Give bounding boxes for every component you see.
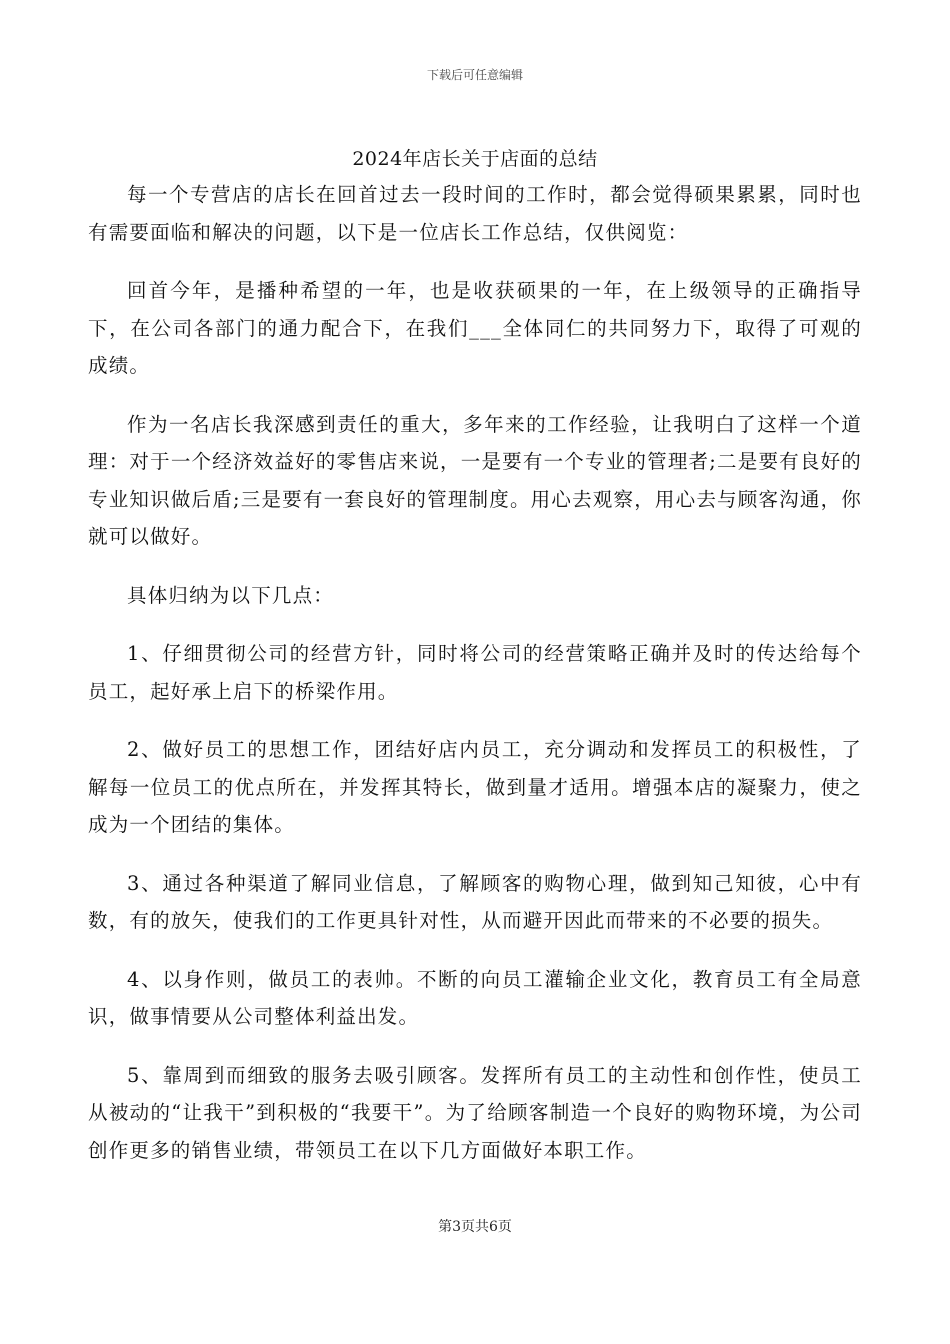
paragraph-point-4: 4、以身作则，做员工的表帅。不断的向员工灌输企业文化，教育员工有全局意识，做事情要从公司整体利益出发。 (88, 967, 862, 1028)
document-title: 2024年店长关于店面的总结 (352, 148, 598, 170)
paragraph-point-1: 1、仔细贯彻公司的经营方针，同时将公司的经营策略正确并及时的传达给每个员工，起好承上启下的桥梁作用。 (88, 642, 862, 703)
paragraph-point-5: 5、靠周到而细致的服务去吸引顾客。发挥所有员工的主动性和创作性，使员工从被动的“让我干”到积极的“我要干”。为了给顾客制造一个良好的购物环境，为公司创作更多的销售业绩，带领员工在以下几方面做好本职工作。 (88, 1063, 862, 1162)
paragraph-point-3: 3、通过各种渠道了解同业信息，了解顾客的购物心理，做到知己知彼，心中有数，有的放矢，使我们的工作更具针对性，从而避开因此而带来的不必要的损失。 (88, 871, 862, 932)
paragraph-experience: 作为一名店长我深感到责任的重大，多年来的工作经验，让我明白了这样一个道理：对于一个经济效益好的零售店来说，一是要有一个专业的管理者;二是要有良好的专业知识做后盾;三是要有一套良好的管理制度。用心去观察，用心去与顾客沟通，你就可以做好。 (88, 412, 862, 548)
document-body (88, 176, 862, 1190)
header-note: 下载后可任意编辑 (426, 68, 523, 82)
paragraph-summary-heading: 具体归纳为以下几点： (127, 583, 335, 607)
page-number: 第3页共6页 (438, 1219, 512, 1235)
paragraph-intro: 每一个专营店的店长在回首过去一段时间的工作时，都会觉得硕果累累，同时也有需要面临和解决的问题，以下是一位店长工作总结，仅供阅览： (88, 183, 862, 244)
paragraph-review: 回首今年，是播种希望的一年，也是收获硕果的一年，在上级领导的正确指导下，在公司各部门的通力配合下，在我们___全体同仁的共同努力下，取得了可观的成绩。 (88, 279, 862, 377)
paragraph-point-2: 2、做好员工的思想工作，团结好店内员工，充分调动和发挥员工的积极性，了解每一位员工的优点所在，并发挥其特长，做到量才适用。增强本店的凝聚力，使之成为一个团结的集体。 (88, 738, 862, 836)
